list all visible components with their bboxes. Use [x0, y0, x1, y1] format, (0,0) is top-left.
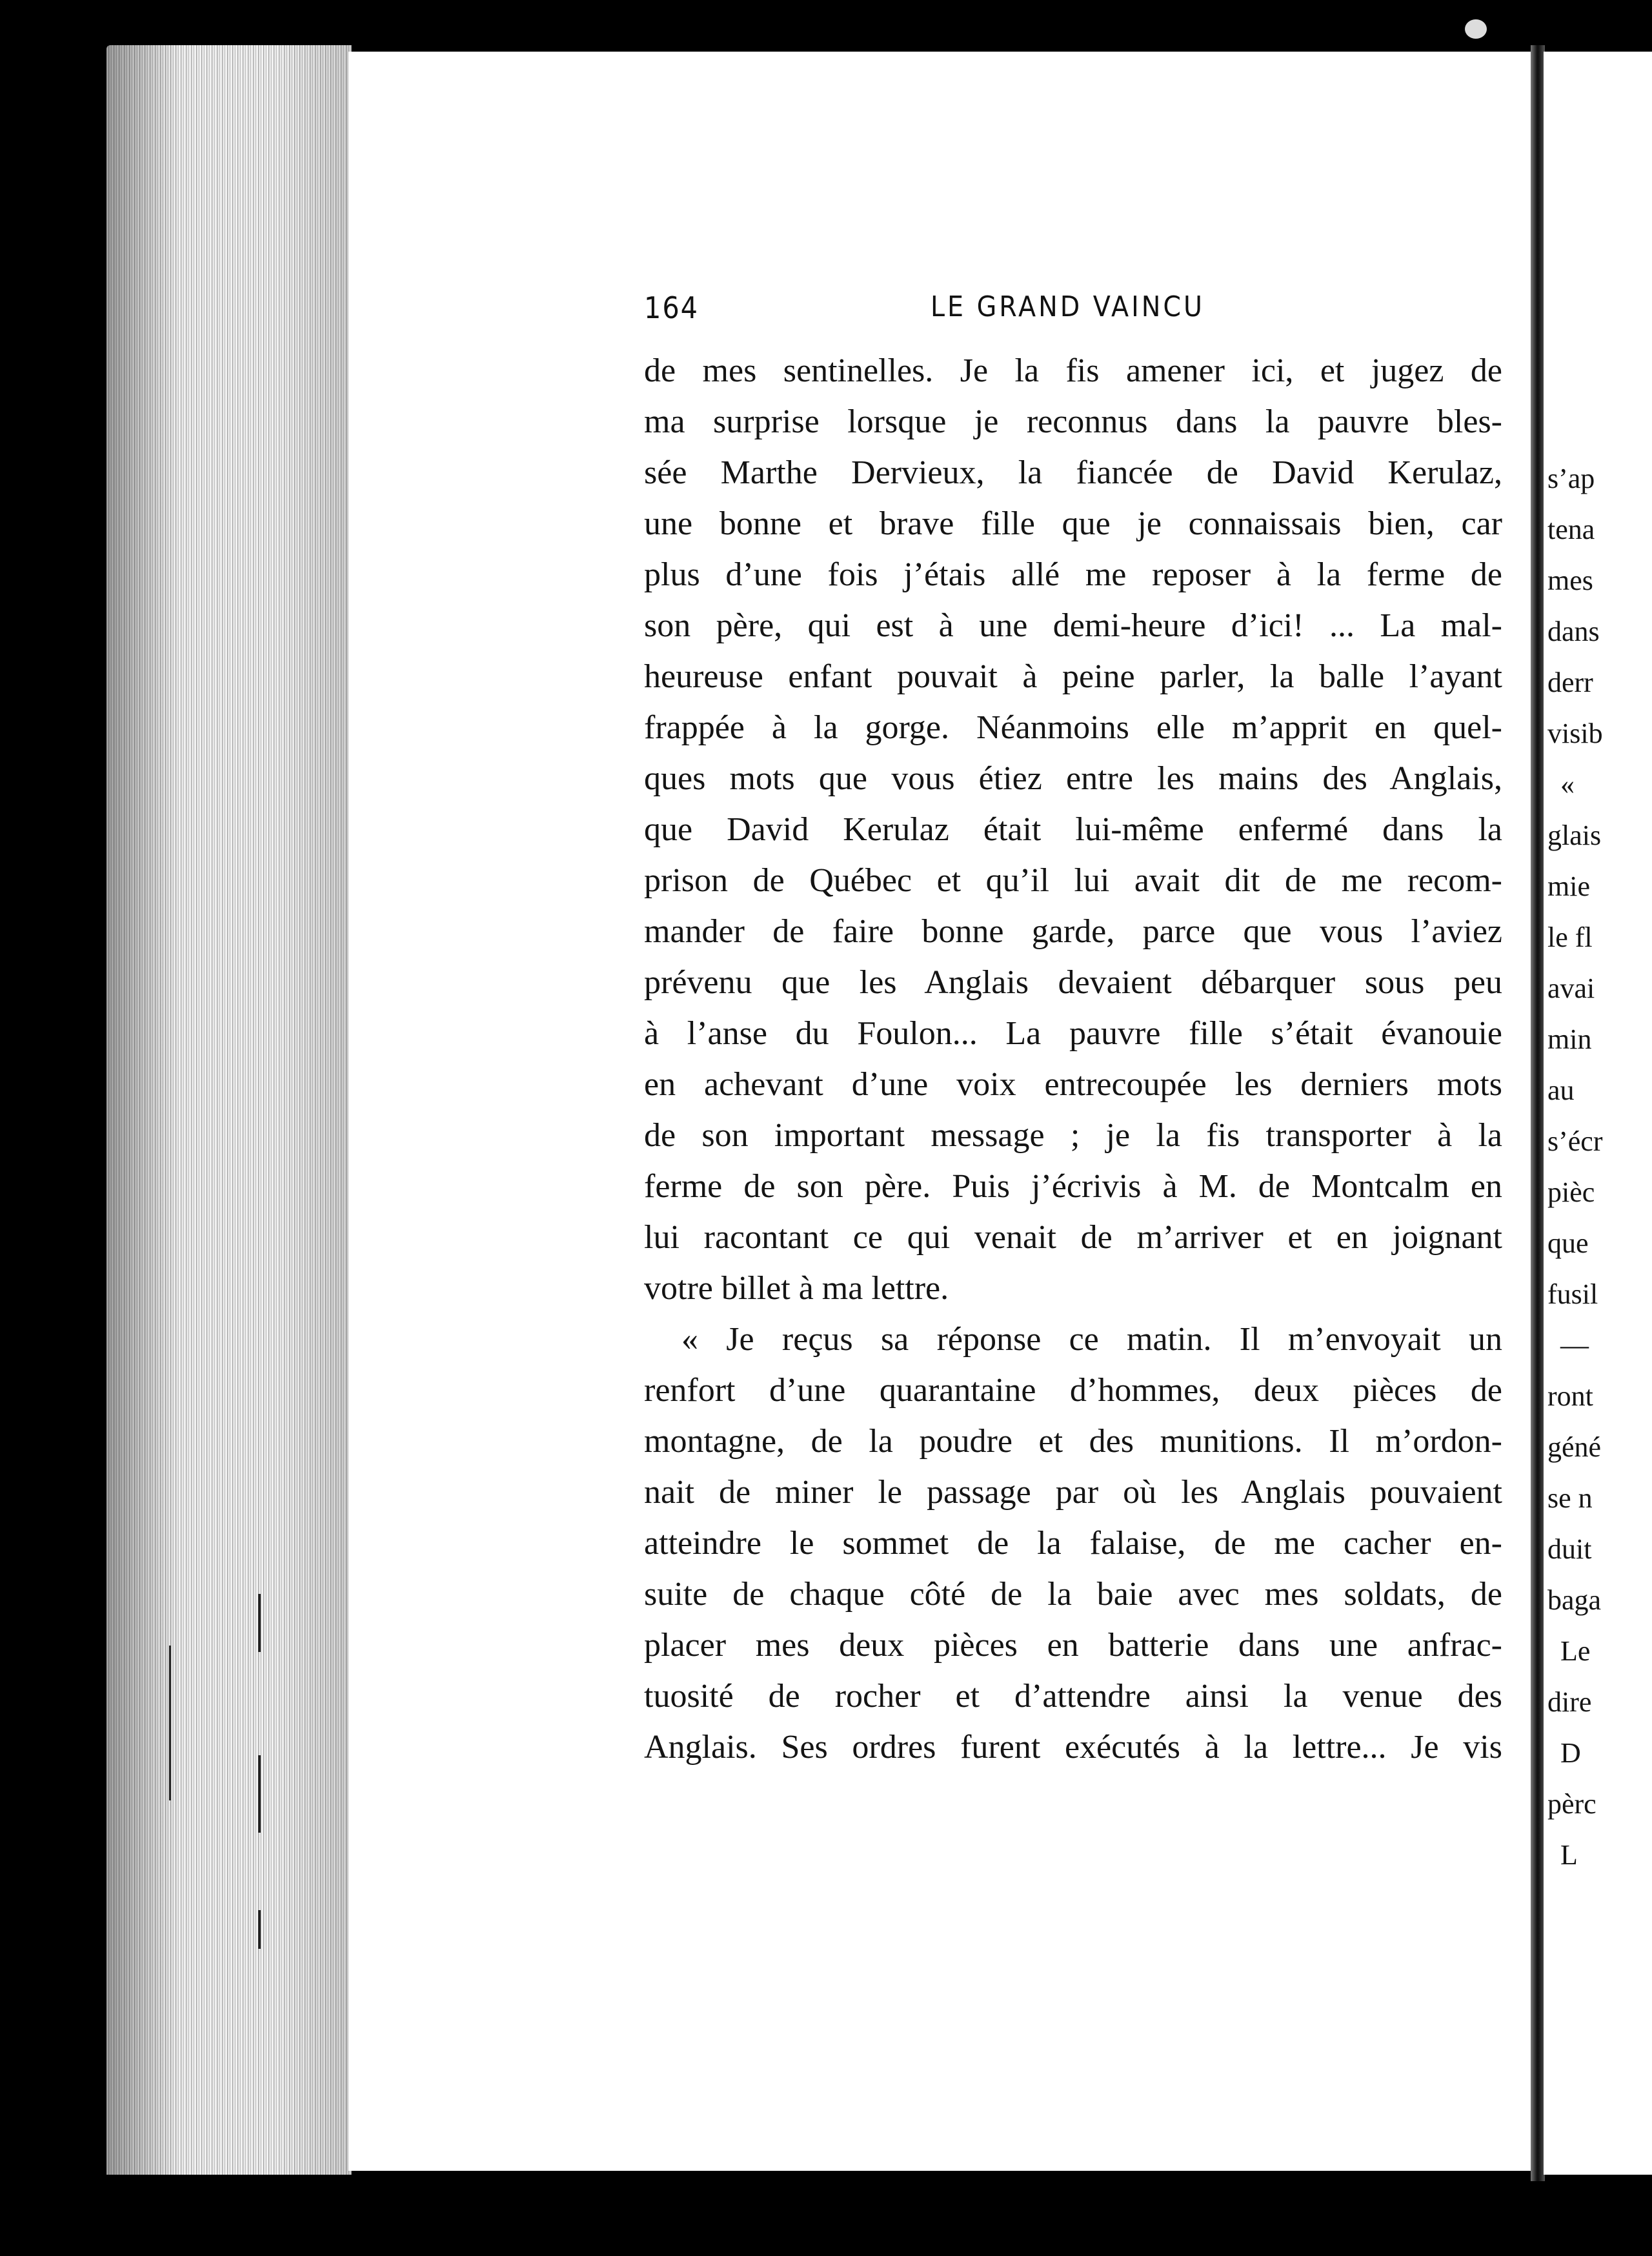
text-line: de mes sentinelles. Je la fis amener ici, et jugez de [644, 352, 1502, 389]
page-number: 164 [644, 290, 699, 325]
facing-line: s’ap [1547, 463, 1595, 494]
running-head [644, 290, 1496, 329]
text-line: Anglais. Ses ordres furent exécutés à la lettre... Je vis [644, 1729, 1502, 1766]
body-text [644, 345, 1502, 1773]
facing-line: que [1547, 1227, 1589, 1259]
text-line: de son important message ; je la fis transporter à la [644, 1117, 1502, 1154]
facing-line: ront [1547, 1380, 1593, 1412]
text-line: ferme de son père. Puis j’écrivis à M. de Montcalm en [644, 1168, 1502, 1205]
facing-line: mes [1547, 565, 1593, 596]
facing-line: Le [1560, 1635, 1591, 1667]
facing-line: mie [1547, 871, 1590, 902]
text-line: plus d’une fois j’étais allé me reposer à la ferme de [644, 556, 1502, 593]
text-line: une bonne et brave fille que je connaissais bien, car [644, 505, 1502, 542]
text-line: heureuse enfant pouvait à peine parler, la balle l’ayant [644, 658, 1502, 695]
facing-line: L [1560, 1839, 1578, 1871]
facing-line: pèrc [1547, 1788, 1597, 1820]
text-line: prévenu que les Anglais devaient débarquer sous peu [644, 964, 1502, 1001]
text-line: nait de miner le passage par où les Anglais pouvaient [644, 1474, 1502, 1511]
facing-line: derr [1547, 667, 1593, 698]
facing-line: « [1560, 769, 1575, 800]
edge-mark [258, 1594, 261, 1652]
facing-line: fusil [1547, 1278, 1598, 1310]
text-line: « Je reçus sa réponse ce matin. Il m’envoyait un [681, 1321, 1502, 1358]
text-line: atteindre le sommet de la falaise, de me cacher en- [644, 1525, 1502, 1562]
facing-line: min [1547, 1023, 1592, 1055]
edge-mark [169, 1646, 171, 1800]
page-edges [106, 45, 352, 2175]
right-page-fragment [1544, 52, 1652, 2175]
facing-line: dire [1547, 1686, 1592, 1718]
facing-line: avai [1547, 972, 1595, 1004]
facing-line: glais [1547, 820, 1602, 851]
facing-line: — [1560, 1329, 1589, 1361]
text-line: montagne, de la poudre et des munitions. Il m’ordon- [644, 1423, 1502, 1460]
text-line: ma surprise lorsque je reconnus dans la pauvre bles- [644, 403, 1502, 440]
text-line: mander de faire bonne garde, parce que vous l’aviez [644, 913, 1502, 950]
facing-line: baga [1547, 1584, 1602, 1616]
facing-line: pièc [1547, 1176, 1595, 1208]
text-line: lui racontant ce qui venait de m’arriver et en joignant [644, 1219, 1502, 1256]
text-line: que David Kerulaz était lui-même enfermé dans la [644, 811, 1502, 848]
facing-line: géné [1547, 1431, 1602, 1463]
facing-page-text [1547, 453, 1603, 1880]
text-line: son père, qui est à une demi-heure d’ici! ... La mal- [644, 607, 1502, 644]
text-line: renfort d’une quarantaine d’hommes, deux pièces de [644, 1372, 1502, 1409]
facing-line: visib [1547, 718, 1603, 749]
text-line: placer mes deux pièces en batterie dans une anfrac- [644, 1627, 1502, 1664]
facing-line: tena [1547, 514, 1595, 545]
text-line: en achevant d’une voix entrecoupée les derniers mots [644, 1066, 1502, 1103]
text-line: prison de Québec et qu’il lui avait dit de me recom- [644, 862, 1502, 899]
facing-line: au [1547, 1074, 1575, 1106]
text-line: ques mots que vous étiez entre les mains des Anglais, [644, 760, 1502, 797]
running-title: LE GRAND VAINCU [931, 290, 1205, 323]
text-line: tuosité de rocher et d’attendre ainsi la venue des [644, 1678, 1502, 1715]
text-line: frappée à la gorge. Néanmoins elle m’apprit en quel- [644, 709, 1502, 746]
edge-mark [258, 1910, 261, 1949]
facing-line: s’écr [1547, 1125, 1603, 1157]
text-line: suite de chaque côté de la baie avec mes soldats, de [644, 1576, 1502, 1613]
text-line: votre billet à ma lettre. [644, 1270, 949, 1307]
book-gutter [1531, 45, 1545, 2181]
facing-line: dans [1547, 616, 1600, 647]
text-line: à l’anse du Foulon... La pauvre fille s’était évanouie [644, 1015, 1502, 1052]
facing-line: D [1560, 1737, 1581, 1769]
edge-mark [258, 1755, 261, 1833]
facing-line: duit [1547, 1533, 1592, 1565]
scan-speck [1465, 19, 1487, 39]
facing-line: se n [1547, 1482, 1593, 1514]
facing-line: le fl [1547, 922, 1593, 953]
text-line: sée Marthe Dervieux, la fiancée de David Kerulaz, [644, 454, 1502, 491]
